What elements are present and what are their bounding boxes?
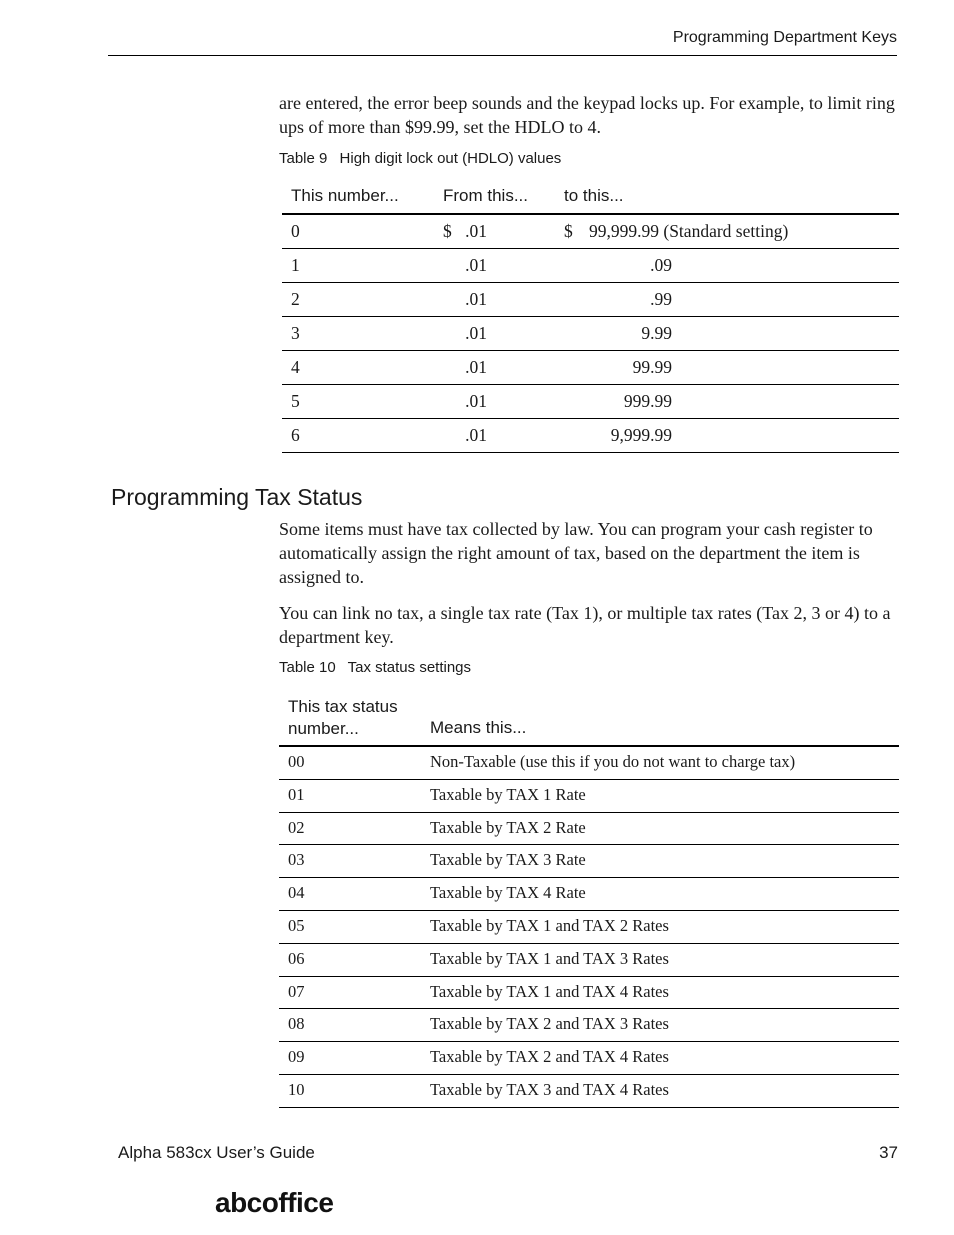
tax-status-description: Taxable by TAX 3 Rate — [430, 850, 586, 870]
header-means-this: Means this... — [430, 718, 527, 737]
tax-status-description: Taxable by TAX 1 Rate — [430, 784, 586, 804]
hdlo-to: 99.99 — [632, 357, 672, 377]
hdlo-number: 4 — [291, 357, 300, 377]
table-row — [279, 878, 899, 911]
table-row — [279, 1009, 899, 1042]
section-paragraph: Some items must have tax collected by law. You can program your cash register to automatically assign the right amount of tax, based on the department the item is assigned to. — [279, 519, 873, 587]
tax-status-code: 09 — [288, 1047, 305, 1067]
tax-status-code: 04 — [288, 883, 305, 903]
hdlo-number: 6 — [291, 425, 300, 445]
tax-status-code: 01 — [288, 784, 305, 804]
table-row — [282, 351, 899, 385]
table9-caption-text: High digit lock out (HDLO) values — [339, 150, 562, 167]
currency-symbol: $ — [443, 221, 452, 241]
hdlo-table — [282, 180, 899, 453]
hdlo-number: 5 — [291, 391, 300, 411]
table10-caption-text: Tax status settings — [347, 659, 472, 676]
hdlo-to: 999.99 — [623, 391, 672, 411]
hdlo-from: .01 — [465, 391, 487, 411]
tax-status-code: 08 — [288, 1014, 305, 1034]
table-row — [279, 944, 899, 977]
section-title: Programming Tax Status — [111, 484, 363, 510]
table-row — [279, 977, 899, 1010]
table9-caption — [279, 150, 561, 167]
table-row — [279, 1042, 899, 1075]
tax-status-code: 05 — [288, 915, 305, 935]
tax-status-description: Taxable by TAX 3 and TAX 4 Rates — [430, 1079, 669, 1099]
tax-status-description: Taxable by TAX 2 Rate — [430, 817, 586, 837]
hdlo-number: 3 — [291, 323, 300, 343]
header-from-this: From this... — [443, 186, 529, 205]
hdlo-to: 9,999.99 — [610, 425, 672, 445]
hdlo-to: .99 — [650, 289, 672, 309]
tax-status-description: Taxable by TAX 4 Rate — [430, 883, 586, 903]
tax-status-table — [279, 688, 899, 1108]
header-to-this: to this... — [564, 186, 624, 205]
tax-status-code: 03 — [288, 850, 305, 870]
tax-status-code: 00 — [288, 752, 305, 771]
table-row — [279, 813, 899, 846]
hdlo-number: 2 — [291, 289, 300, 309]
running-header-title: Programming Department Keys — [672, 29, 897, 46]
tax-status-code: 06 — [288, 948, 305, 968]
table-row — [282, 283, 899, 317]
hdlo-to: .09 — [650, 255, 672, 275]
page-number: 37 — [879, 1143, 898, 1162]
hdlo-to: 9.99 — [641, 323, 672, 343]
header-tax-status-number: This tax status number... — [288, 697, 398, 738]
table-row — [282, 215, 899, 249]
header-this-number: This number... — [291, 186, 399, 205]
footer-guide-title: Alpha 583cx User’s Guide — [118, 1143, 315, 1162]
tax-status-description: Taxable by TAX 2 and TAX 3 Rates — [430, 1014, 669, 1034]
tax-status-table-header — [279, 688, 899, 747]
table10-caption-number: Table 10 — [279, 659, 336, 676]
tax-status-code: 10 — [288, 1079, 305, 1099]
hdlo-number: 1 — [291, 255, 300, 275]
section-paragraph: You can link no tax, a single tax rate (Tax 1), or multiple tax rates (Tax 2, 3 or 4) to a department key. — [279, 603, 891, 647]
abcoffice-logo: abcoffice — [215, 1187, 334, 1218]
tax-status-description: Taxable by TAX 1 and TAX 3 Rates — [430, 948, 669, 968]
table-row — [279, 845, 899, 878]
hdlo-from: .01 — [465, 221, 487, 241]
table10-caption — [279, 659, 471, 676]
currency-symbol: $ — [564, 221, 573, 241]
table-row — [282, 419, 899, 453]
tax-status-description: Taxable by TAX 1 and TAX 2 Rates — [430, 915, 669, 935]
hdlo-from: .01 — [465, 289, 487, 309]
tax-status-code: 07 — [288, 981, 305, 1001]
hdlo-to: 99,999.99 (Standard setting) — [589, 221, 789, 241]
hdlo-from: .01 — [465, 255, 487, 275]
hdlo-from: .01 — [465, 357, 487, 377]
intro-paragraph: are entered, the error beep sounds and the keypad locks up. For example, to limit ring ups of more than $99.99, set the HDLO to 4. — [279, 93, 895, 137]
table-row — [282, 385, 899, 419]
table-row — [279, 780, 899, 813]
hdlo-from: .01 — [465, 323, 487, 343]
table-row — [279, 911, 899, 944]
header-rule — [108, 55, 897, 56]
hdlo-from: .01 — [465, 425, 487, 445]
table9-caption-number: Table 9 — [279, 150, 328, 167]
hdlo-number: 0 — [291, 221, 300, 241]
tax-status-description: Non-Taxable (use this if you do not want to charge tax) — [430, 752, 796, 771]
table-row — [279, 1075, 899, 1108]
table-row — [279, 747, 899, 780]
tax-status-description: Taxable by TAX 2 and TAX 4 Rates — [430, 1047, 669, 1067]
table-row — [282, 249, 899, 283]
hdlo-table-header — [282, 180, 899, 215]
tax-status-description: Taxable by TAX 1 and TAX 4 Rates — [430, 981, 669, 1001]
table-row — [282, 317, 899, 351]
tax-status-code: 02 — [288, 817, 305, 837]
